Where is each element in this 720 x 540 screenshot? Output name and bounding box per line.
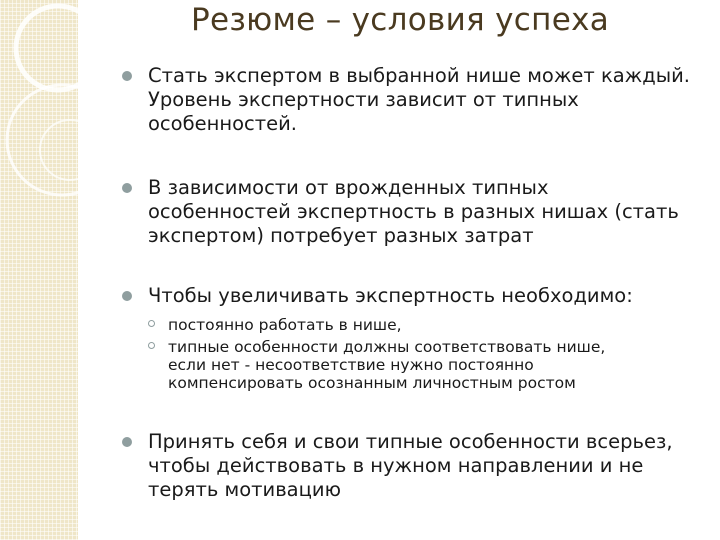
slide-title: Резюме – условия успеха — [190, 2, 610, 38]
sub-bullet-line: компенсировать осознанным личностным ростом — [168, 374, 576, 392]
sub-bullet-item — [148, 316, 712, 334]
bullet-line: терять мотивацию — [148, 478, 341, 501]
bullet-dot-icon — [122, 183, 132, 193]
bullet-item — [122, 176, 712, 248]
bullet-dot-icon — [122, 291, 132, 301]
sub-bullet-line: типные особенности должны соответствовать нише, — [168, 338, 606, 356]
bullet-dot-icon — [122, 437, 132, 447]
bullet-item — [122, 64, 712, 136]
bullet-item — [122, 284, 712, 308]
bullet-line: Принять себя и свои типные особенности всерьез, — [148, 430, 673, 453]
sub-bullet-item — [148, 338, 712, 392]
bullet-dot-icon — [122, 71, 132, 81]
bullet-line: экспертом) потребует разных затрат — [148, 224, 534, 247]
bullet-line: В зависимости от врожденных типных — [148, 176, 549, 199]
bullet-line: особенностей. — [148, 112, 297, 135]
sub-bullet-ring-icon — [148, 320, 155, 327]
bullet-line: Чтобы увеличивать экспертность необходимо: — [148, 284, 633, 307]
bullet-line: Уровень экспертности зависит от типных — [148, 88, 579, 111]
decorative-arcs-graphic — [0, 0, 78, 540]
sub-bullet-ring-icon — [148, 342, 155, 349]
sub-bullet-line: если нет - несоответствие нужно постоянно — [168, 356, 534, 374]
sub-bullet-line: постоянно работать в нише, — [168, 316, 402, 334]
bullet-item — [122, 430, 712, 502]
bullet-line: чтобы действовать в нужном направлении и не — [148, 454, 644, 477]
decorative-side-band — [0, 0, 78, 540]
bullet-list — [122, 64, 712, 502]
bullet-line: Стать экспертом в выбранной нише может каждый. — [148, 64, 691, 87]
bullet-line: особенностей экспертность в разных нишах (стать — [148, 200, 679, 223]
